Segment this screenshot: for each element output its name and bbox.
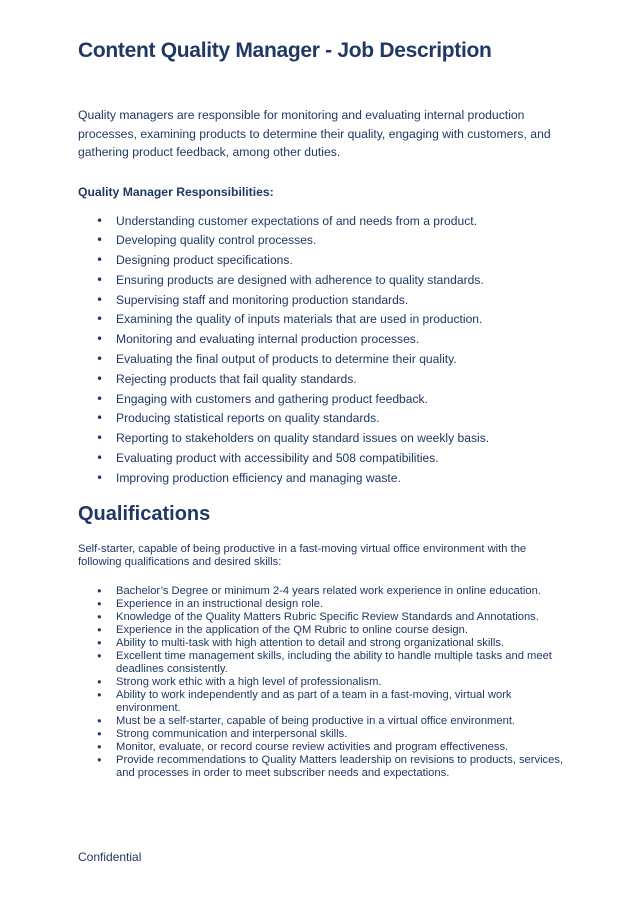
list-item [78, 251, 568, 271]
list-item-text: Reporting to stakeholders on quality standard issues on weekly basis. [116, 431, 490, 446]
list-item [78, 469, 568, 489]
list-item-text: Experience in the application of the QM Rubric to online course design. [116, 623, 468, 636]
list-item [78, 330, 568, 350]
bullet-icon: • [96, 649, 103, 663]
list-item-text: Strong work ethic with a high level of professionalism. [116, 675, 382, 688]
bullet-icon: • [96, 371, 104, 386]
list-item-text: Excellent time management skills, including the ability to handle multiple tasks and meet deadlines consistently. [116, 649, 552, 675]
bullet-icon: • [96, 411, 104, 426]
bullet-icon: • [96, 253, 104, 268]
list-item-text: Rejecting products that fail quality standards. [116, 371, 357, 386]
list-item-text: Monitoring and evaluating internal production processes. [116, 332, 420, 347]
bullet-icon: • [96, 740, 103, 754]
responsibilities-heading: Quality Manager Responsibilities: [78, 184, 274, 199]
list-item-text: Knowledge of the Quality Matters Rubric Specific Review Standards and Annotations. [116, 610, 539, 623]
list-item-text: Bachelor’s Degree or minimum 2-4 years related work experience in online education. [116, 584, 541, 597]
list-item [78, 310, 568, 330]
list-item [78, 650, 566, 676]
bullet-icon: • [96, 431, 104, 446]
list-item [78, 409, 568, 429]
bullet-icon: • [96, 332, 104, 347]
list-item [78, 689, 566, 715]
qualifications-list [78, 585, 568, 780]
list-item-text: Monitor, evaluate, or record course review activities and program effectiveness. [116, 740, 509, 753]
document-page [78, 38, 568, 780]
bullet-icon: • [96, 623, 103, 637]
qualifications-heading: Qualifications [78, 502, 211, 525]
intro-paragraph: Quality managers are responsible for monitoring and evaluating internal production processes, examining products to determine their quality, engaging with customers, and gathering product feedback, among other duties. [78, 108, 551, 159]
list-item-text: Supervising staff and monitoring production standards. [116, 292, 409, 307]
list-item [78, 728, 566, 741]
list-item [78, 637, 566, 650]
bullet-icon: • [96, 675, 103, 689]
list-item-text: Ability to multi-task with high attention to detail and strong organizational skills. [116, 636, 505, 649]
bullet-icon: • [96, 213, 104, 228]
bullet-icon: • [96, 470, 104, 485]
list-item [78, 676, 566, 689]
bullet-icon: • [96, 597, 103, 611]
list-item-text: Strong communication and interpersonal skills. [116, 727, 348, 740]
list-item [78, 429, 568, 449]
list-item [78, 212, 568, 232]
list-item [78, 715, 566, 728]
qualifications-intro: Self-starter, capable of being productive in a fast-moving virtual office environment with the following qualifications and desired skills: [78, 542, 527, 568]
list-item [78, 449, 568, 469]
footer-confidential: Confidential [78, 850, 142, 864]
list-item-text: Understanding customer expectations of and needs from a product. [116, 213, 478, 228]
bullet-icon: • [96, 352, 104, 367]
bullet-icon: • [96, 584, 103, 598]
list-item [78, 231, 568, 251]
list-item-text: Developing quality control processes. [116, 233, 317, 248]
document-title: Content Quality Manager - Job Description [78, 39, 492, 62]
list-item-text: Evaluating product with accessibility and 508 compatibilities. [116, 451, 439, 466]
list-item-text: Provide recommendations to Quality Matters leadership on revisions to products, services, and processes in order to meet subscriber needs and expectations. [116, 753, 564, 779]
bullet-icon: • [96, 714, 103, 728]
bullet-icon: • [96, 292, 104, 307]
list-item [78, 350, 568, 370]
list-item-text: Experience in an instructional design role. [116, 597, 324, 610]
list-item [78, 370, 568, 390]
list-item-text: Must be a self-starter, capable of being productive in a virtual office environment. [116, 714, 516, 727]
bullet-icon: • [96, 688, 103, 702]
list-item [78, 611, 566, 624]
bullet-icon: • [96, 272, 104, 287]
bullet-icon: • [96, 636, 103, 650]
list-item-text: Designing product specifications. [116, 253, 293, 268]
responsibilities-list [78, 212, 568, 489]
list-item-text: Examining the quality of inputs materials that are used in production. [116, 312, 483, 327]
list-item [78, 271, 568, 291]
list-item-text: Ability to work independently and as part of a team in a fast-moving, virtual work environment. [116, 688, 512, 714]
bullet-icon: • [96, 391, 104, 406]
bullet-icon: • [96, 451, 104, 466]
list-item-text: Improving production efficiency and managing waste. [116, 470, 401, 485]
list-item [78, 390, 568, 410]
list-item-text: Ensuring products are designed with adherence to quality standards. [116, 272, 484, 287]
list-item [78, 291, 568, 311]
list-item-text: Producing statistical reports on quality standards. [116, 411, 380, 426]
bullet-icon: • [96, 753, 103, 767]
list-item [78, 585, 566, 598]
bullet-icon: • [96, 727, 103, 741]
list-item [78, 741, 566, 754]
list-item [78, 598, 566, 611]
bullet-icon: • [96, 610, 103, 624]
list-item-text: Engaging with customers and gathering product feedback. [116, 391, 428, 406]
list-item-text: Evaluating the final output of products to determine their quality. [116, 352, 457, 367]
bullet-icon: • [96, 233, 104, 248]
list-item [78, 624, 566, 637]
bullet-icon: • [96, 312, 104, 327]
list-item [78, 754, 566, 780]
